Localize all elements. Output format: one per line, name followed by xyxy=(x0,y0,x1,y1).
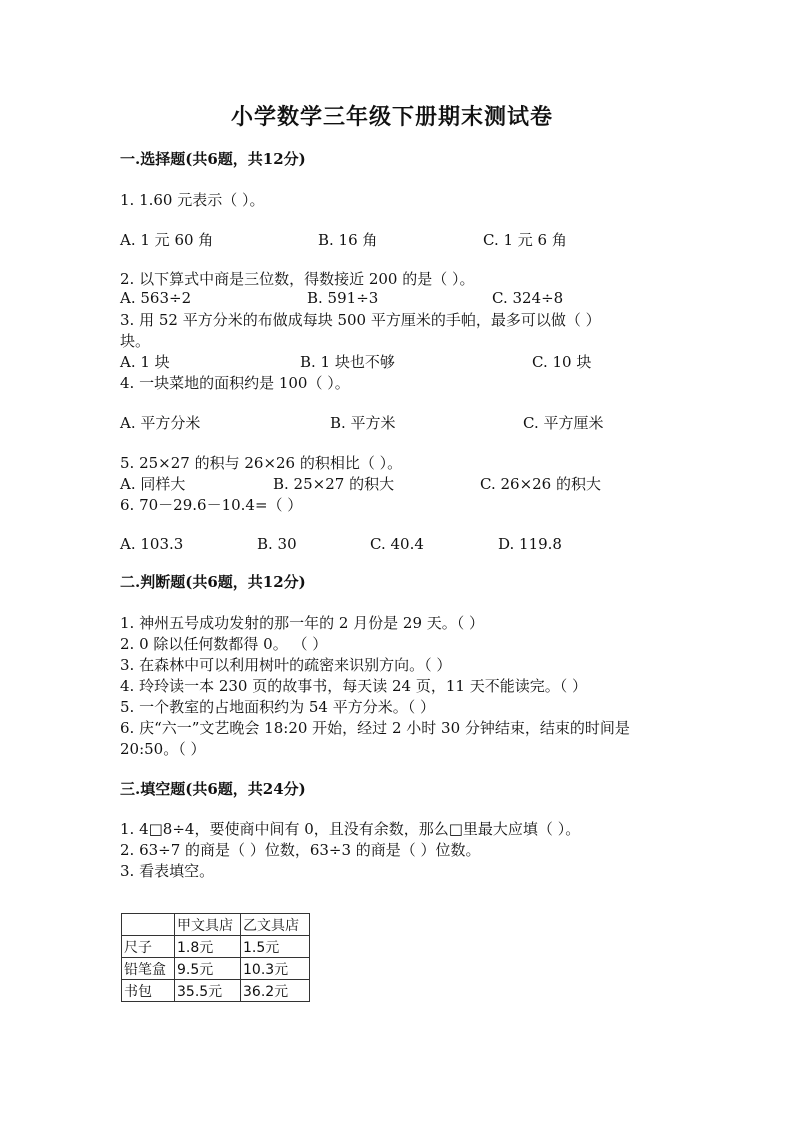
table-header-row xyxy=(122,914,310,936)
table-cell xyxy=(122,914,175,936)
option-1-5-b: B. 25×27 的积大 xyxy=(273,475,395,493)
question-1-3-cont: 块。 xyxy=(120,332,151,350)
option-1-5-a: A. 同样大 xyxy=(120,475,186,493)
option-1-3-a: A. 1 块 xyxy=(120,353,170,371)
option-1-5-c: C. 26×26 的积大 xyxy=(480,475,601,493)
option-1-2-b: B. 591÷3 xyxy=(307,289,379,307)
option-1-1-b: B. 16 角 xyxy=(318,231,378,249)
question-2-2: 2. 0 除以任何数都得 0。 （ ） xyxy=(120,635,328,653)
question-1-1: 1. 1.60 元表示（ ）。 xyxy=(120,191,265,209)
option-1-4-b: B. 平方米 xyxy=(330,414,396,432)
question-1-4: 4. 一块菜地的面积约是 100（ ）。 xyxy=(120,374,350,392)
table-cell: 1.8元 xyxy=(175,936,241,958)
section-heading-judge: 二.判断题(共6题，共12分) xyxy=(120,573,306,591)
section-heading-fill: 三.填空题(共6题，共24分) xyxy=(120,780,306,798)
question-3-1: 1. 4□8÷4，要使商中间有 0，且没有余数，那么□里最大应填（ ）。 xyxy=(120,820,581,838)
question-1-2: 2. 以下算式中商是三位数，得数接近 200 的是（ ）。 xyxy=(120,270,475,288)
question-1-5: 5. 25×27 的积与 26×26 的积相比（ ）。 xyxy=(120,454,403,472)
question-2-1: 1. 神州五号成功发射的那一年的 2 月份是 29 天。（ ） xyxy=(120,614,485,632)
question-2-6-cont: 20:50。（ ） xyxy=(120,740,206,758)
option-1-2-c: C. 324÷8 xyxy=(492,289,564,307)
option-1-2-a: A. 563÷2 xyxy=(120,289,192,307)
table-row xyxy=(122,958,310,980)
option-1-1-c: C. 1 元 6 角 xyxy=(483,231,567,249)
option-1-6-d: D. 119.8 xyxy=(498,535,562,553)
table-cell: 1.5元 xyxy=(241,936,310,958)
question-3-2: 2. 63÷7 的商是（ ）位数，63÷3 的商是（ ）位数。 xyxy=(120,841,481,859)
table-cell: 10.3元 xyxy=(241,958,310,980)
question-1-3: 3. 用 52 平方分米的布做成每块 500 平方厘米的手帕，最多可以做（ ） xyxy=(120,311,601,329)
option-1-6-a: A. 103.3 xyxy=(120,535,184,553)
option-1-3-c: C. 10 块 xyxy=(532,353,592,371)
table-row-label: 铅笔盒 xyxy=(122,958,175,980)
price-table xyxy=(121,913,310,1002)
question-3-3: 3. 看表填空。 xyxy=(120,862,215,880)
table-cell: 9.5元 xyxy=(175,958,241,980)
option-1-6-c: C. 40.4 xyxy=(370,535,424,553)
option-1-6-b: B. 30 xyxy=(257,535,297,553)
section-heading-choice: 一.选择题(共6题，共12分) xyxy=(120,150,306,168)
table-cell: 35.5元 xyxy=(175,980,241,1002)
table-row xyxy=(122,936,310,958)
table-row-label: 尺子 xyxy=(122,936,175,958)
question-2-4: 4. 玲玲读一本 230 页的故事书，每天读 24 页，11 天不能读完。（ ） xyxy=(120,677,587,695)
option-1-3-b: B. 1 块也不够 xyxy=(300,353,395,371)
page-title: 小学数学三年级下册期末测试卷 xyxy=(231,104,554,130)
question-1-6: 6. 70－29.6－10.4=（ ） xyxy=(120,496,303,514)
table-row-label: 书包 xyxy=(122,980,175,1002)
option-1-4-c: C. 平方厘米 xyxy=(523,414,604,432)
question-2-5: 5. 一个教室的占地面积约为 54 平方分米。（ ） xyxy=(120,698,435,716)
table-header-cell: 甲文具店 xyxy=(175,914,241,936)
table-cell: 36.2元 xyxy=(241,980,310,1002)
table-header-cell: 乙文具店 xyxy=(241,914,310,936)
question-2-6: 6. 庆“六一”文艺晚会 18:20 开始，经过 2 小时 30 分钟结束，结束的时间是 xyxy=(120,719,630,737)
question-2-3: 3. 在森林中可以利用树叶的疏密来识别方向。（ ） xyxy=(120,656,452,674)
table-row xyxy=(122,980,310,1002)
option-1-1-a: A. 1 元 60 角 xyxy=(120,231,214,249)
option-1-4-a: A. 平方分米 xyxy=(120,414,201,432)
